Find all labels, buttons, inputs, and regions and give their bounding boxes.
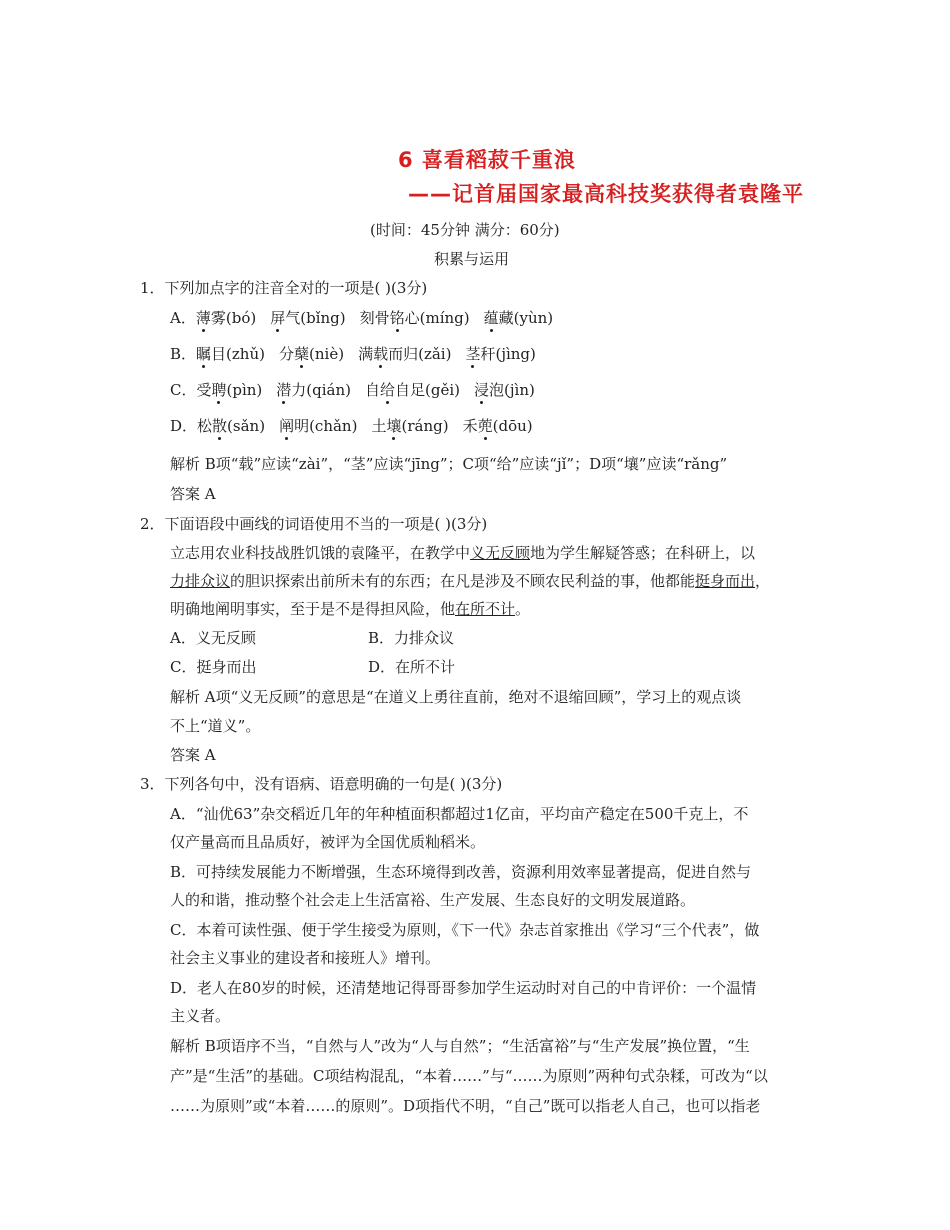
q2-answer: 答案 A (170, 746, 216, 764)
q3-option-b-line-2: 人的和谐，推动整个社会走上生活富裕、生产发展、生态良好的文明发展道路。 (170, 891, 696, 909)
q3-option-a-line-2: 仅产量高而且品质好，被评为全国优质籼稻米。 (170, 833, 486, 851)
underlined-term: 力排众议 (170, 572, 231, 590)
q1-analysis: 解析 B项“载”应读“zài”，“茎”应读“jīng”；C项“给”应读“jǐ”；D项“壤”应读“rǎng” (170, 455, 728, 473)
q3-analysis-line-3: ……为原则”或“本着……的原则”。D项指代不明，“自己”既可以指老人自己，也可以指老 (170, 1097, 761, 1115)
lesson-subtitle: ——记首届国家最高科技奖获得者袁隆平 (408, 182, 804, 206)
q1-answer: 答案 A (170, 485, 216, 503)
q3-option-a-line-1: A．“汕优63”杂交稻近几年的年种植面积都超过1亿亩，平均亩产稳定在500千克上，不 (170, 805, 749, 823)
underlined-term: 挺身而出 (695, 572, 756, 590)
q2-passage-line-2: 力排众议的胆识探索出前所未有的东西；在凡是涉及不顾农民利益的事，他都能挺身而出， (170, 572, 771, 590)
q3-analysis-line-2: 产”是“生活”的基础。C项结构混乱，“本着……”与“……为原则”两种句式杂糅，可改为“以 (170, 1067, 768, 1085)
lesson-title: 6 喜看稻菽千重浪 (398, 148, 576, 172)
q2-option-b: B．力排众议 (368, 629, 455, 647)
q1-option-b: B．瞩目(zhǔ) 分蘖(niè) 满载而归(zǎi) 茎秆(jìng) (170, 345, 536, 363)
q1-option-c: C．受聘(pìn) 潜力(qián) 自给自足(gěi) 浸泡(jìn) (170, 381, 535, 399)
exam-meta: (时间：45分钟 满分：60分) (370, 221, 560, 239)
q3-option-c-line-2: 社会主义事业的建设者和接班人》增刊。 (170, 949, 441, 967)
q1-option-a: A．薄雾(bó) 屏气(bǐng) 刻骨铭心(míng) 蕴藏(yùn) (170, 309, 554, 327)
underlined-term: 义无反顾 (470, 544, 531, 562)
section-heading: 积累与运用 (434, 250, 510, 268)
q2-option-c: C．挺身而出 (170, 658, 257, 676)
q3-stem: 3．下列各句中，没有语病、语意明确的一句是( )(3分) (140, 775, 503, 793)
q2-analysis-line-2: 不上“道义”。 (170, 717, 261, 735)
q2-passage-line-3: 明确地阐明事实，至于是不是得担风险，他在所不计。 (170, 600, 531, 618)
q2-option-a: A．义无反顾 (170, 629, 256, 647)
q1-option-d: D．松散(sǎn) 阐明(chǎn) 土壤(ráng) 禾蔸(dōu) (170, 417, 533, 435)
q2-option-d: D．在所不计 (368, 658, 456, 676)
q3-option-c-line-1: C．本着可读性强、便于学生接受为原则，《下一代》杂志首家推出《学习“三个代表”，做 (170, 921, 760, 939)
q3-option-d-line-2: 主义者。 (170, 1007, 231, 1025)
q2-stem: 2．下面语段中画线的词语使用不当的一项是( )(3分) (140, 515, 488, 533)
q2-analysis-line-1: 解析 A项“义无反顾”的意思是“在道义上勇往直前，绝对不退缩回顾”，学习上的观点谈 (170, 688, 742, 706)
q3-analysis-line-1: 解析 B项语序不当，“自然与人”改为“人与自然”；“生活富裕”与“生产发展”换位置，“生 (170, 1037, 750, 1055)
q2-passage-line-1: 立志用农业科技战胜饥饿的袁隆平，在教学中义无反顾地为学生解疑答惑；在科研上，以 (170, 544, 756, 562)
underlined-term: 在所不计 (455, 600, 516, 618)
q3-option-d-line-1: D．老人在80岁的时候，还清楚地记得哥哥参加学生运动时对自己的中肯评价：一个温情 (170, 979, 757, 997)
q1-stem: 1．下列加点字的注音全对的一项是( )(3分) (140, 279, 428, 297)
q3-option-b-line-1: B．可持续发展能力不断增强，生态环境得到改善，资源利用效率显著提高，促进自然与 (170, 863, 752, 881)
